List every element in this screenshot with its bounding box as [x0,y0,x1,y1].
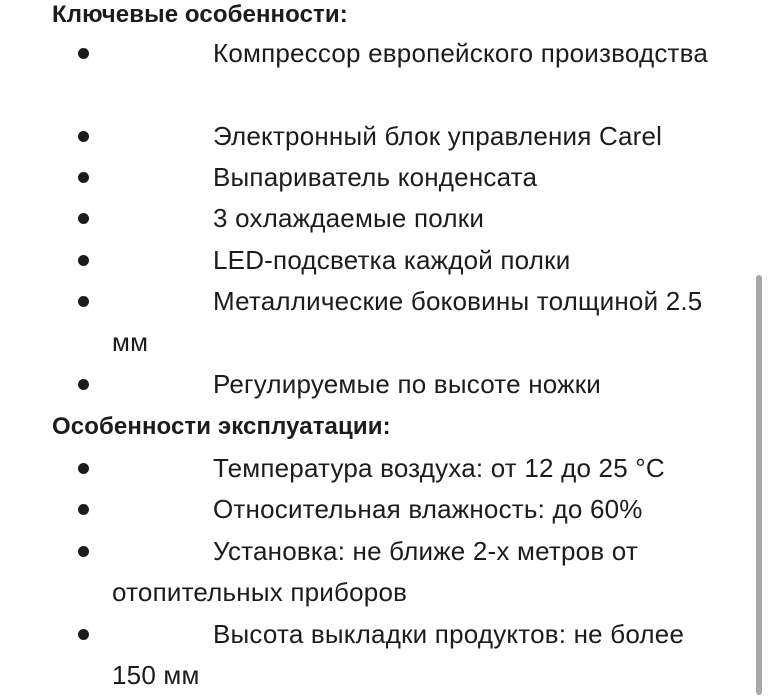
list-item-text: Металлические боковины толщиной 2.5 мм [112,286,703,357]
bullet [78,379,89,390]
scrollbar-thumb[interactable] [756,275,762,695]
bullet [78,463,89,474]
list-item-text: Выпариватель конденсата [213,162,538,192]
bullet [78,504,89,515]
list-item-text: Компрессор европейского производства [213,38,709,68]
list-item-text: Высота выкладки продуктов: не более 150 мм [112,619,685,690]
list-item-text: 3 охлаждаемые полки [213,203,485,233]
list-item-text: Электронный блок управления Carel [213,121,663,151]
bullet [78,255,89,266]
list-item-text: Температура воздуха: от 12 до 25 °С [213,453,665,483]
bullet [78,629,89,640]
bullet [78,48,89,59]
bullet [78,296,89,307]
list-item-text: Регулируемые по высоте ножки [213,369,602,399]
list-item-text: Относительная влажность: до 60% [213,494,643,524]
operation-features-heading: Особенности эксплуатации: [52,413,391,440]
bullet [78,172,89,183]
bullet [78,213,89,224]
list-item-text: Установка: не ближе 2-х метров от отопительных приборов [112,536,638,607]
bullet [78,131,89,142]
bullet [78,546,89,557]
list-item-text: LED-подсветка каждой полки [213,245,571,275]
key-features-heading: Ключевые особенности: [52,1,348,28]
